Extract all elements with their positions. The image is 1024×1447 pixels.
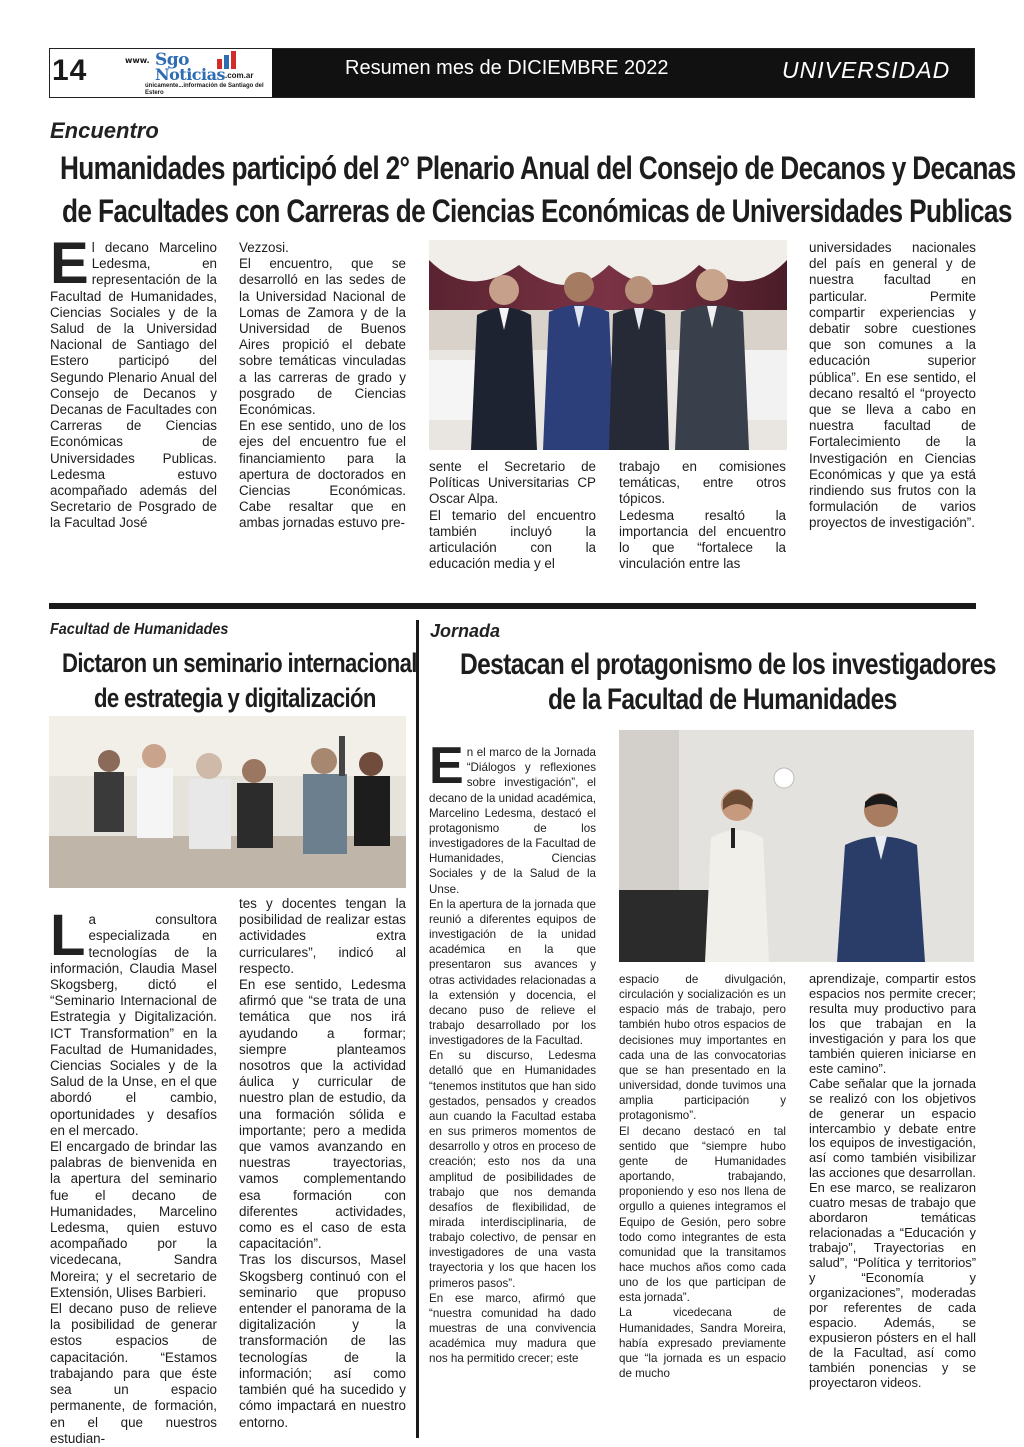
article2-kicker: Facultad de Humanidades <box>50 621 229 638</box>
article1-headline-line1: Humanidades participó del 2° Plenario Anual del Consejo de Decanos y Decanas <box>60 150 1016 186</box>
article1-column5: universidades nacionales del país en general y de nuestra facultad en particular. Permite compartir experiencias y debatir sobre cuestiones que son comunes a la educación superior pública”. En ese sentido, el decano resaltó el “proyecto que se lleva a cabo en nuestra facultad de Fortalecimiento de la Investigación en Ciencias Económicas y que ya está rindiendo sus frutos con la formulación de varios proyectos de investigación”. <box>809 240 976 531</box>
article1-headline-line2: de Facultades con Carreras de Ciencias Económicas de Universidades Publicas <box>62 193 1012 229</box>
article3-headline-line2: de la Facultad de Humanidades <box>548 683 897 716</box>
article1-column2: Vezzosi. El encuentro, que se desarrolló en las sedes de la Universidad Nacional de Lomas de Zamora y de la Universidad de Buenos Aires propició el debate sobre temáticas vinculadas a las carreras de grado y posgrado de Ciencias Económicas. En ese sentido, uno de los ejes del encuentro fue el financiamiento para la apertura de doctorados en Ciencias Económicas. Cabe resaltar que en ambas jornadas estuvo pre- <box>239 240 406 531</box>
photo-seminar-audience-icon <box>49 716 406 888</box>
article2-headline-line1: Dictaron un seminario internacional <box>62 648 417 678</box>
article2-photo <box>49 716 406 888</box>
article2-dropcap: L <box>50 903 86 969</box>
column-divider <box>416 620 419 1438</box>
logo-noticias: Noticias <box>155 65 225 84</box>
photo-speakers-icon <box>619 730 974 962</box>
logo-domain: .com.ar <box>225 71 254 80</box>
article3-column2: espacio de divulgación, circulación y socialización es un espacio más de trabajo, pero también hubo otros espacios de decisiones muy importantes en cada una de las convocatorias que se han presentado en la universidad, donde tuvimos una amplia participación y protagonismo”. El decano destacó en tal sentido que “siempre hubo gente de Humanidades aportando, trabajando, proponiendo y eso nos llena de orgullo a quienes integramos el Equipo de Gesión, pero sobre todo como integrantes de esta comunidad que la transitamos hace muchos años como cada uno de los que participan de esta jornada”. La vicedecana de Humanidades, Sandra Moreira, había expresado previamente que “la jornada es un espacio de mucho <box>619 973 786 1381</box>
article1-dropcap: E <box>50 231 89 296</box>
article1-col1-text: l decano Marcelino Ledesma, en representación de la Facultad de Humanidades, Ciencias Sociales y de la Salud de la Universidad Nacional de Santiago del Estero participó del Segundo Plenario Anual del Consejo de Decanos y Decanas de Facultades con Carreras de Ciencias Económicas de Universidades Publicas. Ledesma estuvo acompañado además del Secretario de Posgrado de la Facultad José <box>50 240 217 531</box>
article3-photo <box>619 730 974 962</box>
article2-column2: tes y docentes tengan la posibilidad de realizar estas actividades extra curriculares”, indicó al respecto. En ese sentido, Ledesma afirmó que “se trata de una temática que nos irá ayudando a formar; siempre planteamos nosotros que la actividad áulica y curricular de nuestro plan de estudio, da una formación sólida e importante; pero a medida que vamos avanzando en nuestras trayectorias, vamos complementando esa formación con diferentes actividades, como es el caso de esta capacitación”. Tras los discursos, Masel Skogsberg continuó con el seminario que propuso entender el panorama de la digitalización y la transformación de las tecnologías de la información; así como también qué ha sucedido y cómo impactará en nuestro entorno. <box>239 896 406 1430</box>
logo-sgo: Sgo <box>155 50 190 70</box>
article3-headline-line1: Destacan el protagonismo de los investigadores <box>460 648 996 681</box>
logo-tagline: únicamente...información de Santiago del Estero <box>145 83 264 96</box>
article3-column1 <box>429 730 596 1436</box>
section-divider <box>49 603 976 609</box>
article2-col1-text: a consultora especializada en tecnologías de la información, Claudia Masel Skogsberg, dictó el “Seminario Internacional de Estrategia y Digitalización. ICT Transformation” en la Facultad de Humanidades, Ciencias Sociales y de la Salud de la Unse, en el que abordó el cambio, oportunidades y desafíos en el mercado. El encargado de brindar las palabras de bienvenida en la apertura del seminario fue el decano de Humanidades, Marcelino Ledesma, quien estuvo acompañado por la vicedecana, Sandra Moreira; y el secretario de Extensión, Ulises Barbieri. El decano puso de relieve la posibilidad de generar estos espacios de capacitación. “Estamos trabajando para que éste sea un espacio permanente, de formación, en el que nuestros estudian- <box>50 912 217 1446</box>
article1-column3: sente el Secretario de Políticas Universitarias CP Oscar Alpa. El temario del encuentro también incluyó la articulación con la educación media y el <box>429 459 596 572</box>
article2-headline-line2: de estrategia y digitalización <box>94 683 376 713</box>
section-label: UNIVERSIDAD <box>782 57 951 83</box>
photo-four-men-icon <box>429 240 787 450</box>
logo <box>125 50 273 96</box>
article1-kicker: Encuentro <box>50 118 159 143</box>
article3-dropcap: E <box>429 737 464 796</box>
issue-label: Resumen mes de DICIEMBRE 2022 <box>345 57 669 79</box>
article3-kicker: Jornada <box>430 621 501 641</box>
page-number: 14 <box>52 54 88 87</box>
article1-photo <box>429 240 787 450</box>
article1-column1 <box>50 231 217 600</box>
article3-column3: aprendizaje, compartir estos espacios nos permite crecer; resulta muy productivo para los que trabajan en la investigación y para los que también quieren iniciarse en este camino”. Cabe señalar que la jornada se realizó con los objetivos de generar un espacio intercambio y debate entre los equipos de investigación, así como también visibilizar las acciones que desarrollan. En ese marco, se realizaron cuatro mesas de trabajo que abordaron temáticas relacionadas a “Educación y trabajo”, Trayectorias en salud”, “Política y territorios” y “Economía y organizaciones”, moderadas por referentes de cada espacio. Además, se expusieron pósters en el hall de la Facultad, así como también ponencias y se proyectaron videos. <box>809 971 976 1390</box>
article2-column1 <box>50 896 217 1446</box>
article3-col1-text: n el marco de la Jornada “Diálogos y reflexiones sobre investigación”, el decano de la unidad académica, Marcelino Ledesma, destacó el protagonismo de los investigadores de la Facultad de Humanidades, Ciencias Sociales y de la Salud de la Unse. En la apertura de la jornada que reunió a diferentes equipos de investigación de la unidad académica en la que presentaron sus avances y otras actividades relacionadas a la extensión y docencia, el decano puso de relieve el trabajo desarrollado por los investigadores de la Facultad. En su discurso, Ledesma detalló que en Humanidades “tenemos institutos que han sido gestados, pensados y creados aun cuando la Facultad estaba en sus primeros momentos de desarrollo y otros en proceso de creación; esto nos da una amplitud de posibilidades de trabajo que nos demanda desafíos de flexibilidad, de mirada interdisciplinaria, de trabajo colectivo, de pensar en investigadores de una vasta trayectoria y los que hacen los primeros pasos”. En ese marco, afirmó que “nuestra comunidad ha dado muestras de una convivencia académica muy madura que nos ha permitido crecer; este <box>429 746 596 1366</box>
article1-column4: trabajo en comisiones temáticas, entre otros tópicos. Ledesma resaltó la importancia del encuentro lo que “fortalece la vinculación entre las <box>619 459 786 572</box>
logo-www: www. <box>125 56 150 65</box>
